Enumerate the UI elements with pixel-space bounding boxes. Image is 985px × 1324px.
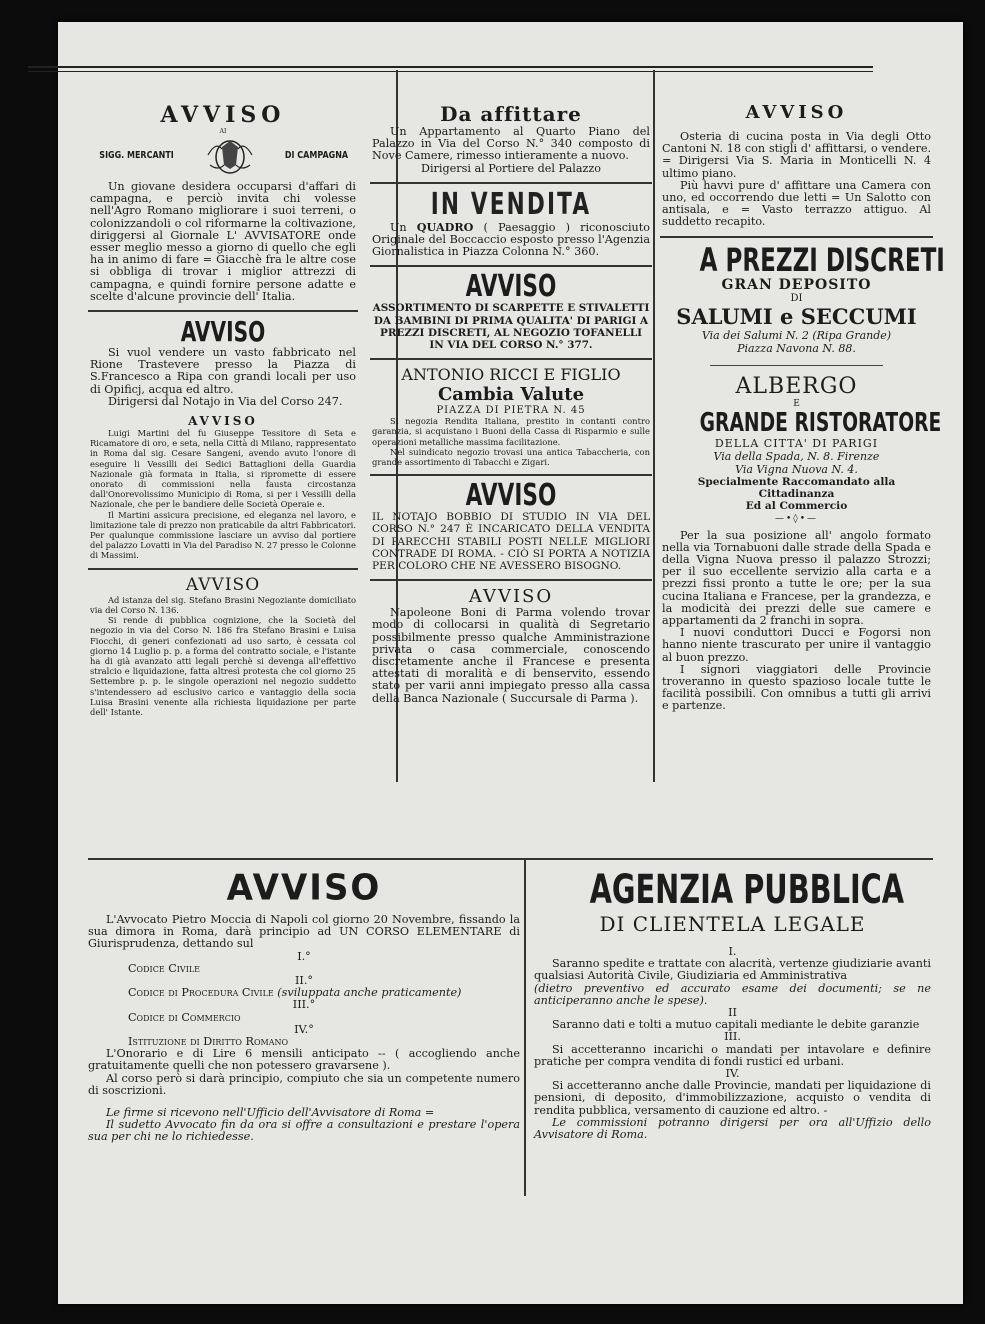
ad-number: I.°: [297, 949, 311, 963]
ad-text: Luigi Martini del fu Giuseppe Tessitore di Seta e Ricamatore di oro, e seta, nella Città di Milano, rappresentato in Roma dal sig. Cesare Sangeni, avendo avuto l'onore di eseguire li Vessilli dei Sedici Battaglioni della Guardia Nazionale già formata in Italia, si ripromette di essere onorato di commissioni nella fausta circostanza dall'Onorevolissimo Municipio di Roma, si per i Vessilli della Nazionale, che per le bandiere delle Società Operaie e.: [90, 428, 356, 510]
coat-of-arms-icon: [202, 135, 258, 175]
ad-text: Le commissioni potranno dirigersi per ora all'Uffizio dello Avvisatore di Roma.: [534, 1115, 931, 1142]
ad-affittare: [370, 100, 652, 179]
ad-recommend: Ed al Commercio: [745, 499, 848, 512]
ad-moccia: [88, 868, 520, 1144]
ad-text: I signori viaggiatori delle Provincie troveranno in questo spazioso locale tutte le facilità possibili. Con omnibus a tutti gli arrivi e partenze.: [662, 662, 931, 713]
column-divider-2: [653, 70, 655, 782]
ad-address: PIAZZA DI PIETRA N. 45: [436, 405, 586, 417]
ad-name: GRANDE RISTORATORE: [699, 407, 942, 438]
ad-text: Più havvi pure d' affittare una Camera con uno, ed occorrendo due letti = Un Salotto con antisala, e = Vasto terrazzo attiguo. Al suddetto recapito.: [662, 178, 931, 229]
divider: [370, 265, 652, 267]
ad-text: Osteria di cucina posta in Via degli Otto Cantoni N. 18 con stigli d' affittarsi, o vendere. = Dirigersi Via S. Maria in Monticelli N. 4 ultimo piano.: [662, 130, 931, 180]
ad-contact: Dirigersi al Portiere del Palazzo: [420, 161, 602, 175]
ad-text: Nel suindicato negozio trovasi una antica Tabaccheria, con grande assortimento di Tabacchi e Zigari.: [372, 446, 650, 468]
ad-text: Le firme si ricevono nell'Ufficio dell'Avvisatore di Roma =: [106, 1106, 435, 1120]
ad-number: III.°: [292, 998, 316, 1012]
ad-text: Un giovane desidera occuparsi d'affari di campagna, e perciò invita chi volesse nell'Agro Romano migliorare i suoi terreni, o colonizzandoli o col riformarne la coltivazione, diriggersi al Giornale L' AVVISATORE onde esser meglio messo a giorno di quello che egli ha in animo di fare = Giacchè fra le altre cose si obbliga di trovar i miglior attrezzi di campagna, e quindi fornire persone adatte e scelte d'alcune provincie dell' Italia.: [90, 180, 356, 303]
ad-bobbio: [370, 479, 652, 576]
ad-subtitle: DI CLIENTELA LEGALE: [599, 912, 866, 936]
ad-subject: Codice di Procedura Civile: [128, 986, 274, 1000]
divider: [370, 358, 652, 360]
divider: [370, 474, 652, 476]
ad-number: I.: [728, 945, 737, 958]
ad-right-label: DI CAMPAGNA: [284, 149, 349, 161]
ad-recommend: Specialmente Raccomandato alla Cittadinanza: [697, 475, 896, 500]
ad-boni: [370, 584, 652, 709]
column-2: [370, 100, 652, 709]
ad-text: Al corso però si darà principio, compiuto che sia un competente numero di soscrizioni.: [88, 1071, 520, 1097]
ad-bold: QUADRO: [416, 219, 474, 234]
divider: [370, 579, 652, 581]
ad-text: Il Martini assicura precisione, ed eleganza nel lavoro, e limitazione tale di prezzo non praticabile da altri Fabbricatori. Per qualunque commissione lasciare un avviso dal portiere del palazzo Lovatti in Via del Paradiso N. 27 presso le Colonne di Massimi.: [90, 509, 356, 561]
ad-title: AVVISO: [188, 414, 258, 429]
ad-ricci: [370, 363, 652, 471]
ad-fabbricato: [88, 315, 358, 412]
ad-left-label: SIGG. MERCANTI: [99, 149, 174, 161]
ad-albergo: [660, 372, 942, 717]
ad-title: AGENZIA PUBBLICA: [589, 867, 905, 913]
ad-number: III.: [724, 1030, 741, 1044]
ad-text: Si accetteranno anche dalle Provincie, mandati per liquidazione di pensioni, di deposito, d'immobilizzazione, acquisto o vendita di rendita pubblica, versamento di cauzione ed altro. -: [534, 1079, 931, 1117]
ad-text: Saranno spedite e trattate con alacrità, vertenze giudiziarie avanti qualsiasi Autorità Civile, Giudiziaria ed Amministrativa: [534, 957, 931, 983]
ad-title: ALBERGO: [735, 373, 858, 399]
divider: [88, 310, 358, 312]
ad-title: AVVISO: [185, 574, 261, 595]
ornament-icon: —•◊•—: [774, 513, 819, 524]
ad-address: Via Vigna Nuova N. 4.: [735, 462, 858, 476]
ad-text: Napoleone Boni di Parma volendo trovar modo di collocarsi in qualità di Segretario possibilmente presso qualche Amministrazione privata o casa commerciale, conoscendo discretamente anche il Francese e presenta attestati di moralità e di benservito, essendo stato per varii anni impiegato presso alla cassa della Banca Nazionale ( Succursale di Parma ).: [372, 606, 650, 705]
ad-title: IN VENDITA: [430, 186, 592, 222]
ad-text: Si vuol vendere un vasto fabbricato nel Rione Trastevere presso la Piazza di S.Francesco a Ripa con grandi locali per uso di Opificj, acqua ed altro.: [90, 346, 356, 396]
ad-text: L'Avvocato Pietro Moccia di Napoli col giorno 20 Novembre, fissando la sua dimora in Roma, darà principio ad UN CORSO ELEMENTARE di Giurisprudenza, dettando sul: [88, 913, 520, 951]
ad-brasini: [88, 573, 358, 721]
ad-text: Il sudetto Avvocato fin da ora si offre a consultazioni e prestare l'opera sua per chi ne lo richiedesse.: [88, 1118, 520, 1144]
ad-text: ( Paesaggio ) riconosciuto Originale del Boccaccio esposto presso l'Agenzia Giornalistica in Piazza Colonna N.° 360.: [372, 220, 650, 259]
ad-text: Per la sua posizione all' angolo formato nella via Tornabuoni dalle strade della Spada e della Vigna Nuova presso il palazzo Strozzi; per il suo eccellente servizio alla carta e a prezzi fissi pronto a tutte le ore; per la sua cucina Italiana e Francese, per la grandezza, e la modicità dei prezzi delle sue camere e appartamenti da 2 franchi in sopra.: [662, 528, 931, 628]
ad-vendita: [370, 187, 652, 263]
ad-text: Un Appartamento al Quarto Piano del Palazzo in Via del Corso N.° 340 composto di Nove Camere, rimesso intieramente a nuovo.: [372, 125, 650, 163]
column-3: [660, 100, 945, 717]
ad-address: Piazza Navona N. 88.: [737, 341, 856, 355]
top-rule: [28, 66, 873, 72]
ad-text: IL NOTAJO BOBBIO DI STUDIO IN VIA DEL CORSO N.° 247 È INCARICATO DELLA VENDITA DI PARECCHI STABILI POSTI NELLE MIGLIORI CONTRADE DI ROMA. - CIÒ SI PORTA A NOTIZIA PER COLORO CHE NE AVESSERO BISOGNO.: [372, 511, 650, 573]
ad-scarpette: [370, 270, 652, 355]
ad-title: ANTONIO RICCI E FIGLIO: [401, 365, 621, 385]
divider: [88, 568, 358, 570]
ad-subtitle: GRAN DEPOSITO: [721, 276, 872, 293]
ad-di: DI: [790, 292, 803, 304]
ad-subtitle: DELLA CITTA' DI PARIGI: [714, 436, 879, 450]
ad-title: AVVISO: [745, 102, 848, 123]
ad-osteria: [660, 100, 933, 233]
ad-title: AVVISO: [465, 478, 557, 514]
ad-salumi: [660, 240, 945, 359]
ad-contact: Dirigersi dal Notajo in Via del Corso 247.: [108, 394, 343, 408]
ad-subject-note: (sviluppata anche praticamente): [277, 986, 462, 1000]
divider: [370, 182, 652, 184]
ad-title: AVVISO: [465, 269, 557, 305]
ad-number: IV.: [725, 1067, 740, 1081]
ad-text: Si rende di pubblica cognizione, che la Società del negozio in via del Corso N. 186 fra Stefano Brasini e Luisa Fiocchi, di generi confezionati ad uso sarto, è cessata col giorno 14 Luglio p. p. a forma del contratto sociale, e l'istante ha di già avanzato atti legali perchè si devenga all'effettivo stralcio e liquidazione, fatta altresì protesta che col giorno 25 Settembre p. p. le singole operazioni nel negozio suddetto s'intendessero ad esclusivo carico e vantaggio della socia Luisa Brasini venente alla richiesta liquidazione per parte dell' Istante.: [90, 615, 356, 717]
ad-text: Si negozia Rendita Italiana, prestito in contanti contro garanzia, si acquistano i Buoni della Cassa di Risparmio e sulle operazioni metalliche massima facilitazione.: [372, 416, 650, 447]
ad-e: E: [793, 398, 800, 409]
ad-subject: Codice Civile: [128, 961, 201, 975]
ad-title: AVVISO: [226, 867, 382, 909]
ad-text-pre: Un: [390, 220, 407, 234]
ad-mercanti: [88, 100, 358, 307]
ad-title: AVVISO: [160, 102, 286, 128]
ad-martini: [88, 412, 358, 565]
ad-title: A PREZZI DISCRETI: [699, 240, 945, 279]
section-rule: [88, 858, 933, 860]
ad-text: (dietro preventivo ed accurato esame dei documenti; se ne anticiperanno anche le spese).: [534, 981, 931, 1007]
ad-text: Ad istanza del sig. Stefano Brasini Negoziante domiciliato via del Corso N. 136.: [90, 594, 356, 615]
divider: [710, 365, 883, 366]
ad-text: I nuovi conduttori Ducci e Fogorsi non hanno niente trascurato per unire il vantaggio al buon prezzo.: [662, 626, 931, 664]
column-1: [88, 100, 358, 721]
ad-number: II.°: [295, 974, 313, 988]
ad-address: Via dei Salumi N. 2 (Ripa Grande): [701, 328, 892, 342]
ad-text: L'Onorario e di Lire 6 mensili anticipato -- ( accogliendo anche gratuitamente quelli che non potessero gravarsene ).: [88, 1047, 520, 1073]
column-divider-bottom: [524, 860, 526, 1196]
ad-text: ASSORTIMENTO DI SCARPETTE E STIVALETTI DA BAMBINI DI PRIMA QUALITA' DI PARIGI A PREZZI DISCRETI, AL NEGOZIO TOFANELLI IN VIA DEL CORSO N.° 377.: [372, 302, 650, 352]
ad-ai: AI: [219, 128, 227, 135]
ad-title: Da affittare: [440, 102, 582, 126]
ad-subject: Codice di Commercio: [128, 1010, 241, 1024]
ad-subtitle: Cambia Valute: [437, 384, 585, 406]
divider: [660, 236, 933, 238]
ad-title: AVVISO: [468, 586, 554, 608]
ad-text: Si accetteranno incarichi o mandati per intavolare e definire pratiche per compra vendita di fondi rustici ed urbani.: [534, 1042, 931, 1068]
ad-agenzia: [534, 868, 931, 1141]
ad-number: IV.°: [294, 1022, 314, 1036]
ad-text: Saranno dati e tolti a mutuo capitali mediante le debite garanzie: [552, 1018, 920, 1032]
ad-title: AVVISO: [180, 315, 266, 349]
ad-address: Via della Spada, N. 8. Firenze: [713, 449, 880, 463]
ad-name: SALUMI e SECCUMI: [676, 303, 917, 329]
ad-subject: Istituzione di Diritto Romano: [128, 1035, 289, 1049]
ad-number: II: [728, 1006, 737, 1020]
